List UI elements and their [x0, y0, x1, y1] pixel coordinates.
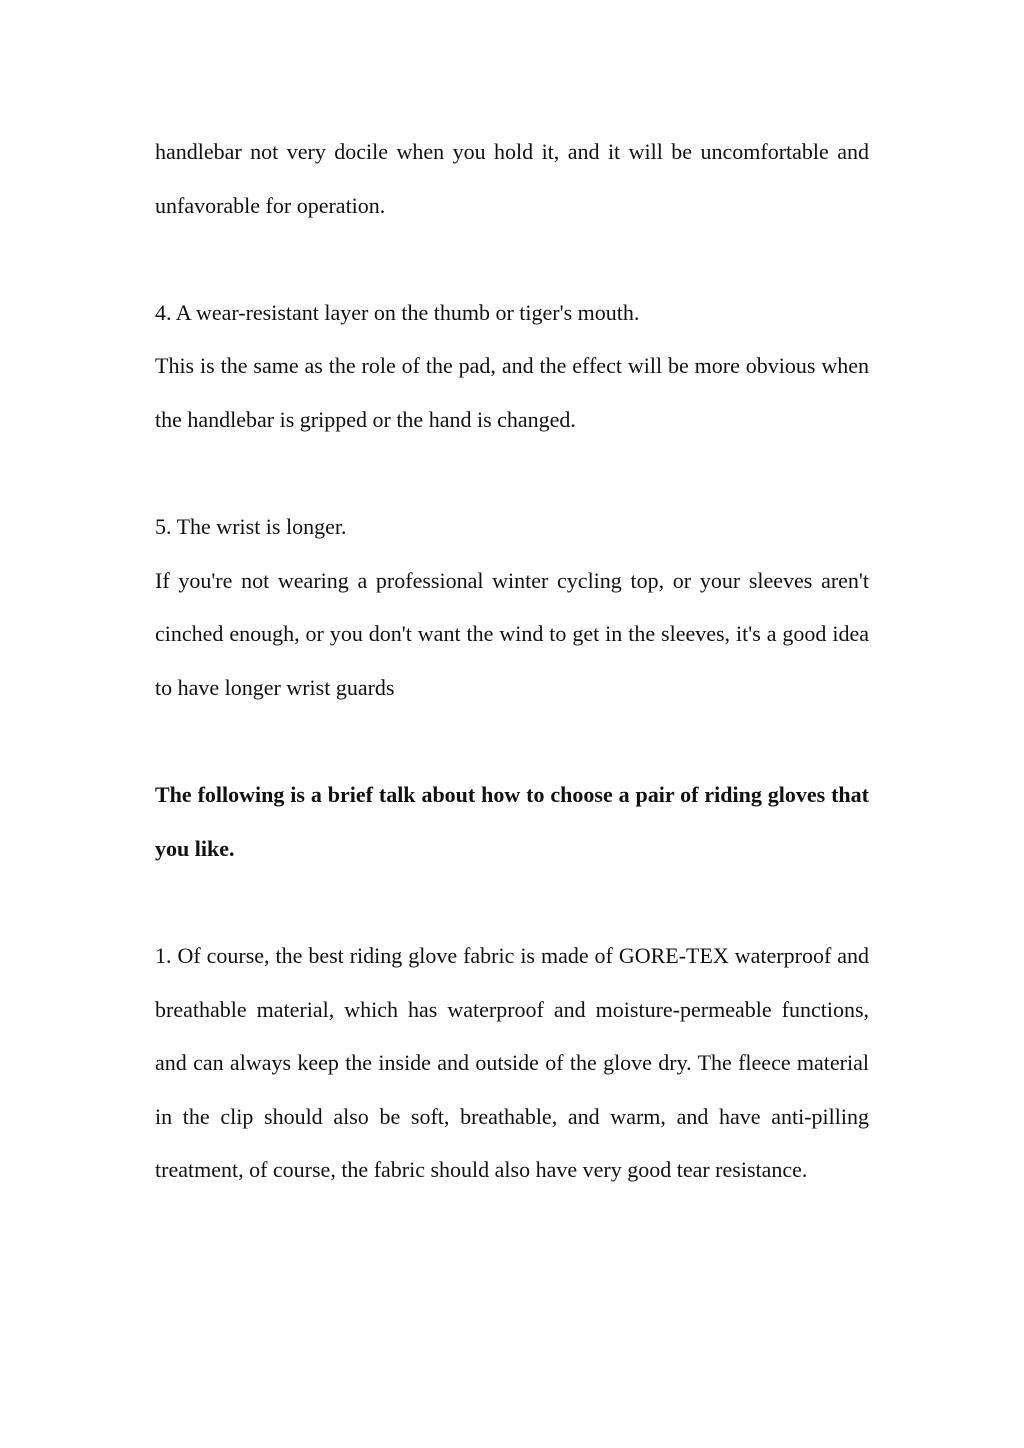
paragraph-gap — [155, 715, 869, 769]
paragraph-gap — [155, 875, 869, 929]
item-4-body: This is the same as the role of the pad, and the effect will be more obvious when the handlebar is gripped or the hand is changed. — [155, 353, 869, 432]
paragraph-continuation: handlebar not very docile when you hold it, and it will be uncomfortable and unfavorable for operation. — [155, 139, 869, 218]
item-5-body: If you're not wearing a professional winter cycling top, or your sleeves aren't cinched enough, or you don't want the wind to get in the sleeves, it's a good idea to have longer wrist guards — [155, 567, 869, 700]
item-4-heading: 4. A wear-resistant layer on the thumb or tiger's mouth. — [155, 299, 640, 325]
paragraph-gap — [155, 447, 869, 501]
item-5-heading: 5. The wrist is longer. — [155, 514, 347, 540]
document-body — [155, 125, 869, 1197]
section-heading: The following is a brief talk about how to choose a pair of riding gloves that you like. — [155, 782, 869, 861]
paragraph-gap — [155, 232, 869, 286]
choose-item-1-body: 1. Of course, the best riding glove fabric is made of GORE-TEX waterproof and breathable material, which has waterproof and moisture-permeable functions, and can always keep the inside and outside of the glove dry. The fleece material in the clip should also be soft, breathable, and warm, and have anti-pilling treatment, of course, the fabric should also have very good tear resistance. — [155, 942, 869, 1183]
